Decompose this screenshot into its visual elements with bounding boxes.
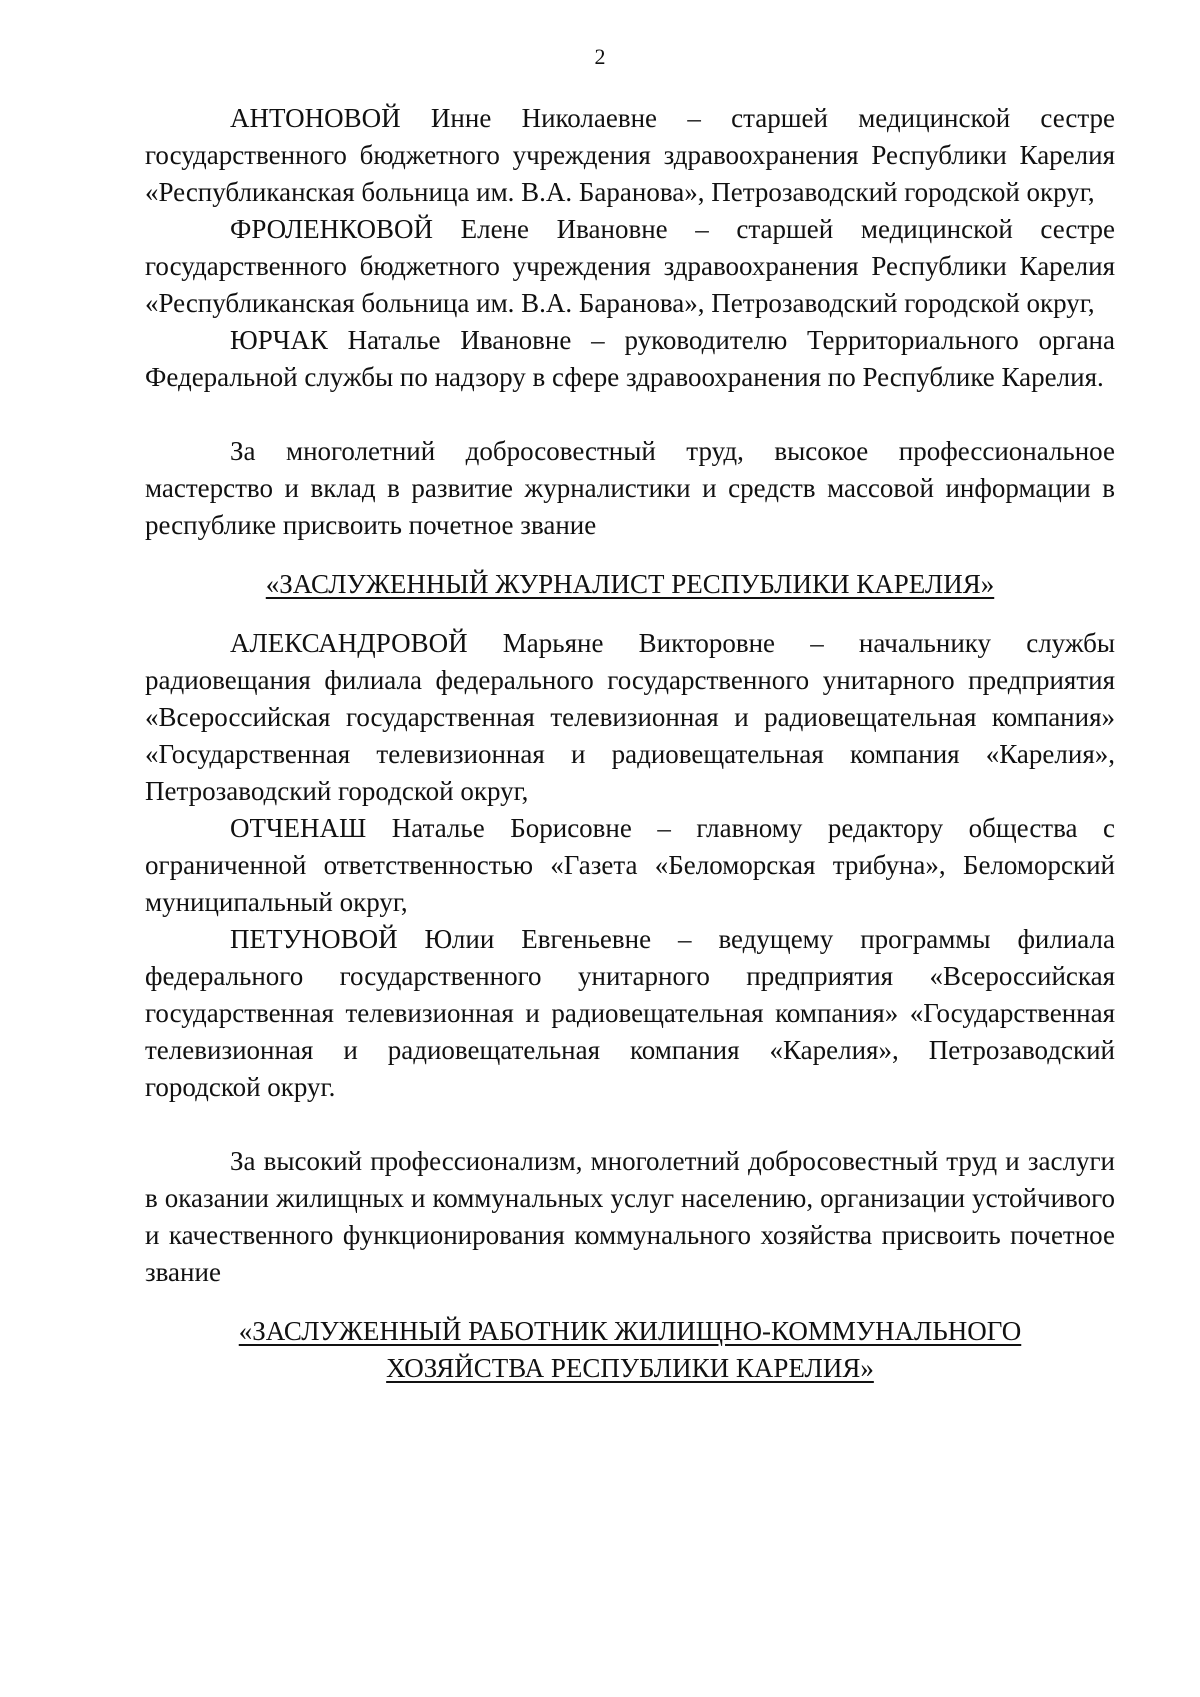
recipient-antonova: АНТОНОВОЙ Инне Николаевне – старшей медицинской сестре государственного бюджетного учреждения здравоохранения Республики Карелия «Республиканская больница им. В.А. Баранова», Петрозаводский городской округ, <box>145 103 1115 207</box>
document-body <box>145 100 1115 1409</box>
paragraph-gap <box>145 1106 1115 1143</box>
housing-award-title-line1: «ЗАСЛУЖЕННЫЙ РАБОТНИК ЖИЛИЩНО-КОММУНАЛЬНОГО <box>238 1316 1022 1346</box>
housing-award-intro: За высокий профессионализм, многолетний добросовестный труд и заслуги в оказании жилищных и коммунальных услуг населению, организации устойчивого и качественного функционирования коммунального хозяйства присвоить почетное звание <box>145 1146 1115 1287</box>
journalist-award-title: «ЗАСЛУЖЕННЫЙ ЖУРНАЛИСТ РЕСПУБЛИКИ КАРЕЛИЯ» <box>265 569 995 599</box>
recipient-frolenkova: ФРОЛЕНКОВОЙ Елене Ивановне – старшей медицинской сестре государственного бюджетного учреждения здравоохранения Республики Карелия «Республиканская больница им. В.А. Баранова», Петрозаводский городской округ, <box>145 214 1115 318</box>
paragraph-gap <box>145 396 1115 433</box>
journalist-award-intro: За многолетний добросовестный труд, высокое профессиональное мастерство и вклад в развитие журналистики и средств массовой информации в республике присвоить почетное звание <box>145 436 1115 540</box>
recipient-yurchak: ЮРЧАК Наталье Ивановне – руководителю Территориального органа Федеральной службы по надзору в сфере здравоохранения по Республике Карелия. <box>145 325 1115 392</box>
recipient-petunova: ПЕТУНОВОЙ Юлии Евгеньевне – ведущему программы филиала федерального государственного унитарного предприятия «Всероссийская государственная телевизионная и радиовещательная компания» «Государственная телевизионная и радиовещательная компания «Карелия», Петрозаводский городской округ. <box>145 924 1115 1102</box>
housing-award-title-line2: ХОЗЯЙСТВА РЕСПУБЛИКИ КАРЕЛИЯ» <box>386 1353 874 1383</box>
recipient-otchenash: ОТЧЕНАШ Наталье Борисовне – главному редактору общества с ограниченной ответственностью «Газета «Беломорская трибуна», Беломорский муниципальный округ, <box>145 813 1115 917</box>
page-number: 2 <box>594 44 606 69</box>
housing-award-title <box>145 1313 1115 1387</box>
recipient-aleksandrova: АЛЕКСАНДРОВОЙ Марьяне Викторовне – начальнику службы радиовещания филиала федерального государственного унитарного предприятия «Всероссийская государственная телевизионная и радиовещательная компания» «Государственная телевизионная и радиовещательная компания «Карелия», Петрозаводский городской округ, <box>145 628 1115 806</box>
